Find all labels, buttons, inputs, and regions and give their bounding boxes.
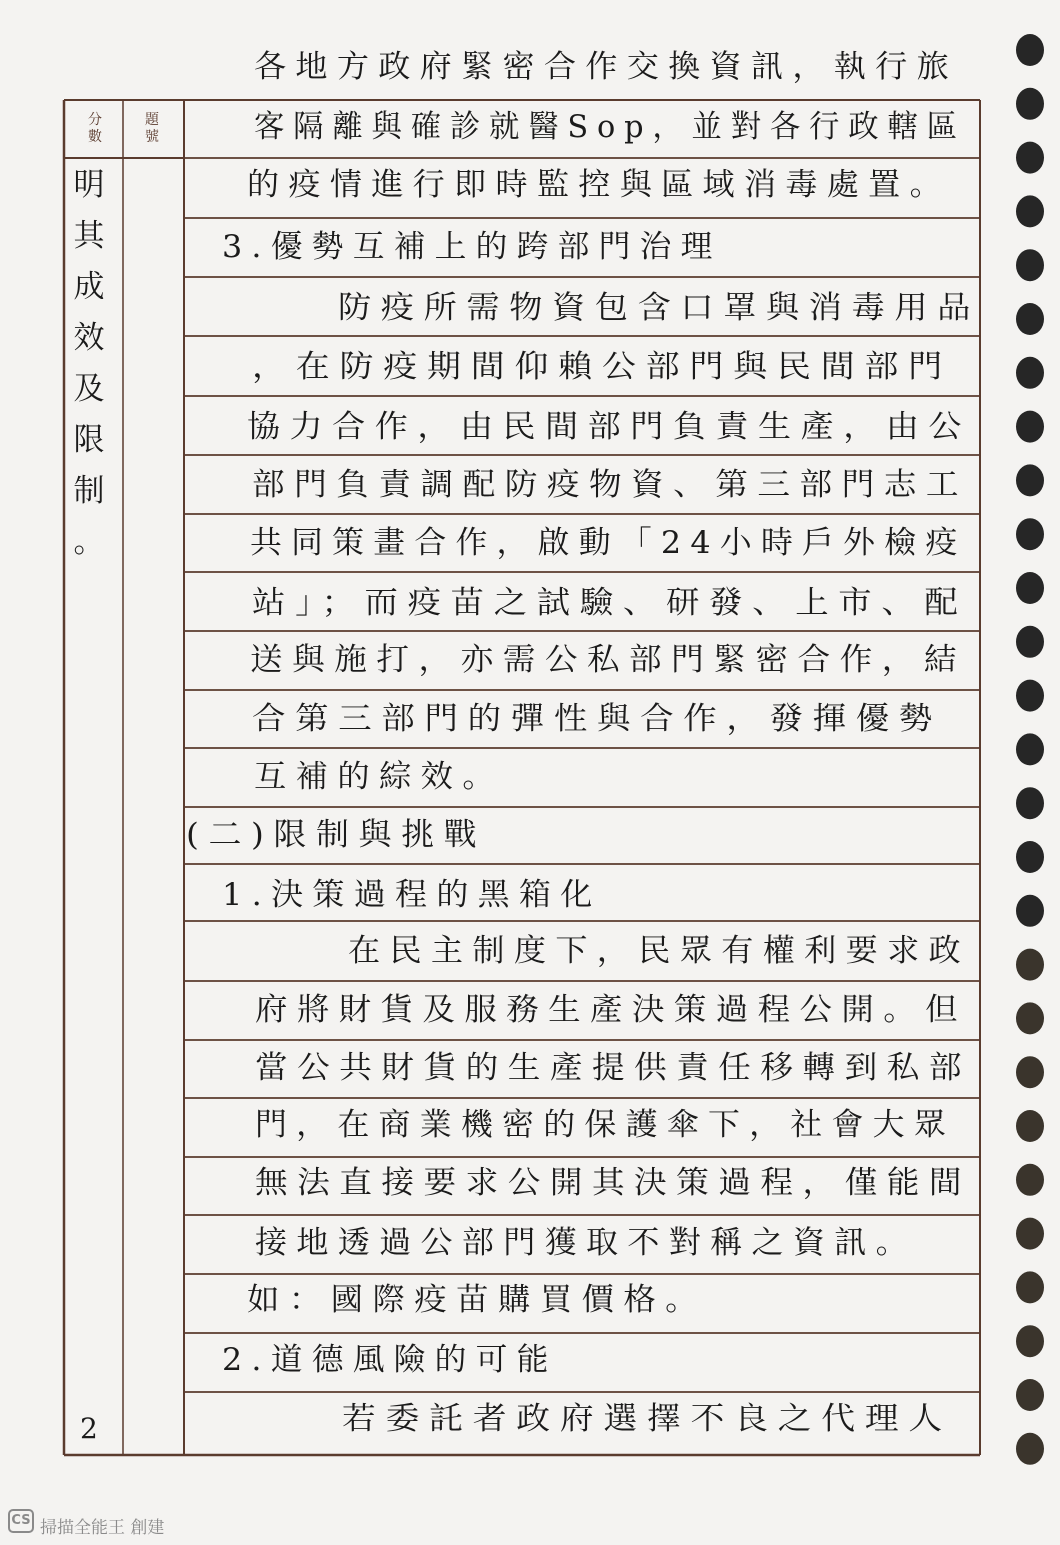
binder-hole-icon — [1016, 895, 1044, 927]
binder-hole-icon — [1016, 1433, 1044, 1465]
binder-hole-icon — [1016, 626, 1044, 658]
score-header: 分 數 — [88, 112, 102, 145]
handwritten-line: 2.道德風險的可能 — [222, 1342, 558, 1378]
handwritten-line: ，在防疫期間仰賴公部門與民間部門 — [252, 349, 952, 385]
binder-hole-icon — [1016, 411, 1044, 443]
binder-hole-icon — [1016, 1110, 1044, 1142]
binder-hole-icon — [1016, 1325, 1044, 1357]
handwritten-line: 合第三部門的彈性與合作，發揮優勢 — [252, 701, 942, 737]
handwritten-line: 3.優勢互補上的跨部門治理 — [222, 229, 722, 265]
scanner-watermark: 掃描全能王 創建 — [40, 1518, 165, 1538]
binder-hole-icon — [1016, 518, 1044, 550]
binder-hole-icon — [1016, 680, 1044, 712]
binder-hole-icon — [1016, 841, 1044, 873]
handwritten-line: 客隔離與確診就醫Sop，並對各行政轄區 — [254, 109, 966, 145]
margin-note-char: 。 — [73, 524, 105, 560]
binder-hole-icon — [1016, 464, 1044, 496]
handwritten-line: 當公共財貨的生產提供責任移轉到私部 — [255, 1050, 971, 1086]
handwritten-line: 門，在商業機密的保護傘下，社會大眾 — [255, 1107, 955, 1143]
binder-hole-icon — [1016, 357, 1044, 389]
handwritten-line: 送與施打，亦需公私部門緊密合作，結 — [250, 642, 966, 678]
binder-hole-icon — [1016, 1164, 1044, 1196]
binder-holes — [1016, 34, 1044, 1465]
handwritten-line: 在民主制度下，民眾有權利要求政 — [348, 933, 970, 969]
binder-hole-icon — [1016, 195, 1044, 227]
handwritten-line: 部門負責調配防疫物資、第三部門志工 — [252, 467, 968, 503]
margin-note-char: 制 — [73, 473, 105, 509]
handwritten-line: 的疫情進行即時監控與區域消毒處置。 — [247, 167, 952, 203]
handwritten-line: 接地透過公部門獲取不對稱之資訊。 — [255, 1225, 917, 1261]
margin-note-char: 及 — [73, 371, 105, 407]
margin-note-char: 其 — [73, 218, 105, 254]
binder-hole-icon — [1016, 1271, 1044, 1303]
binder-hole-icon — [1016, 1379, 1044, 1411]
handwritten-line: 若委託者政府選擇不良之代理人 — [342, 1401, 952, 1437]
binder-hole-icon — [1016, 733, 1044, 765]
page-number: 2 — [80, 1412, 98, 1445]
margin-note-char: 明 — [73, 167, 105, 203]
binder-hole-icon — [1016, 1002, 1044, 1034]
handwritten-line: 共同策畫合作，啟動「24小時戶外檢疫 — [250, 525, 967, 561]
handwritten-line: 站」；而疫苗之試驗、研發、上市、配 — [252, 585, 968, 621]
binder-hole-icon — [1016, 34, 1044, 66]
handwritten-line: 府將財貨及服務生產決策過程公開。但 — [255, 992, 967, 1028]
camscanner-logo-icon: CS — [8, 1509, 34, 1533]
binder-hole-icon — [1016, 303, 1044, 335]
binder-hole-icon — [1016, 572, 1044, 604]
handwritten-line: 各地方政府緊密合作交換資訊，執行旅 — [254, 49, 959, 85]
binder-hole-icon — [1016, 142, 1044, 174]
handwritten-line: 如：國際疫苗購買價格。 — [247, 1282, 707, 1318]
question-number-header: 題 號 — [145, 112, 159, 145]
margin-note-char: 限 — [73, 422, 105, 458]
margin-note-char: 效 — [73, 320, 105, 356]
binder-hole-icon — [1016, 787, 1044, 819]
handwritten-line: 協力合作，由民間部門負責生產，由公 — [247, 409, 971, 445]
binder-hole-icon — [1016, 1056, 1044, 1088]
margin-note-char: 成 — [73, 269, 105, 305]
handwritten-line: 互補的綜效。 — [254, 759, 504, 795]
binder-hole-icon — [1016, 949, 1044, 981]
handwritten-line: 無法直接要求公開其決策過程，僅能間 — [255, 1165, 971, 1201]
handwritten-line: 1.決策過程的黑箱化 — [222, 877, 602, 913]
handwritten-line: (二)限制與挑戰 — [186, 817, 487, 853]
handwritten-line: 防疫所需物資包含口罩與消毒用品 — [338, 290, 981, 326]
binder-hole-icon — [1016, 88, 1044, 120]
binder-hole-icon — [1016, 1218, 1044, 1250]
binder-hole-icon — [1016, 249, 1044, 281]
